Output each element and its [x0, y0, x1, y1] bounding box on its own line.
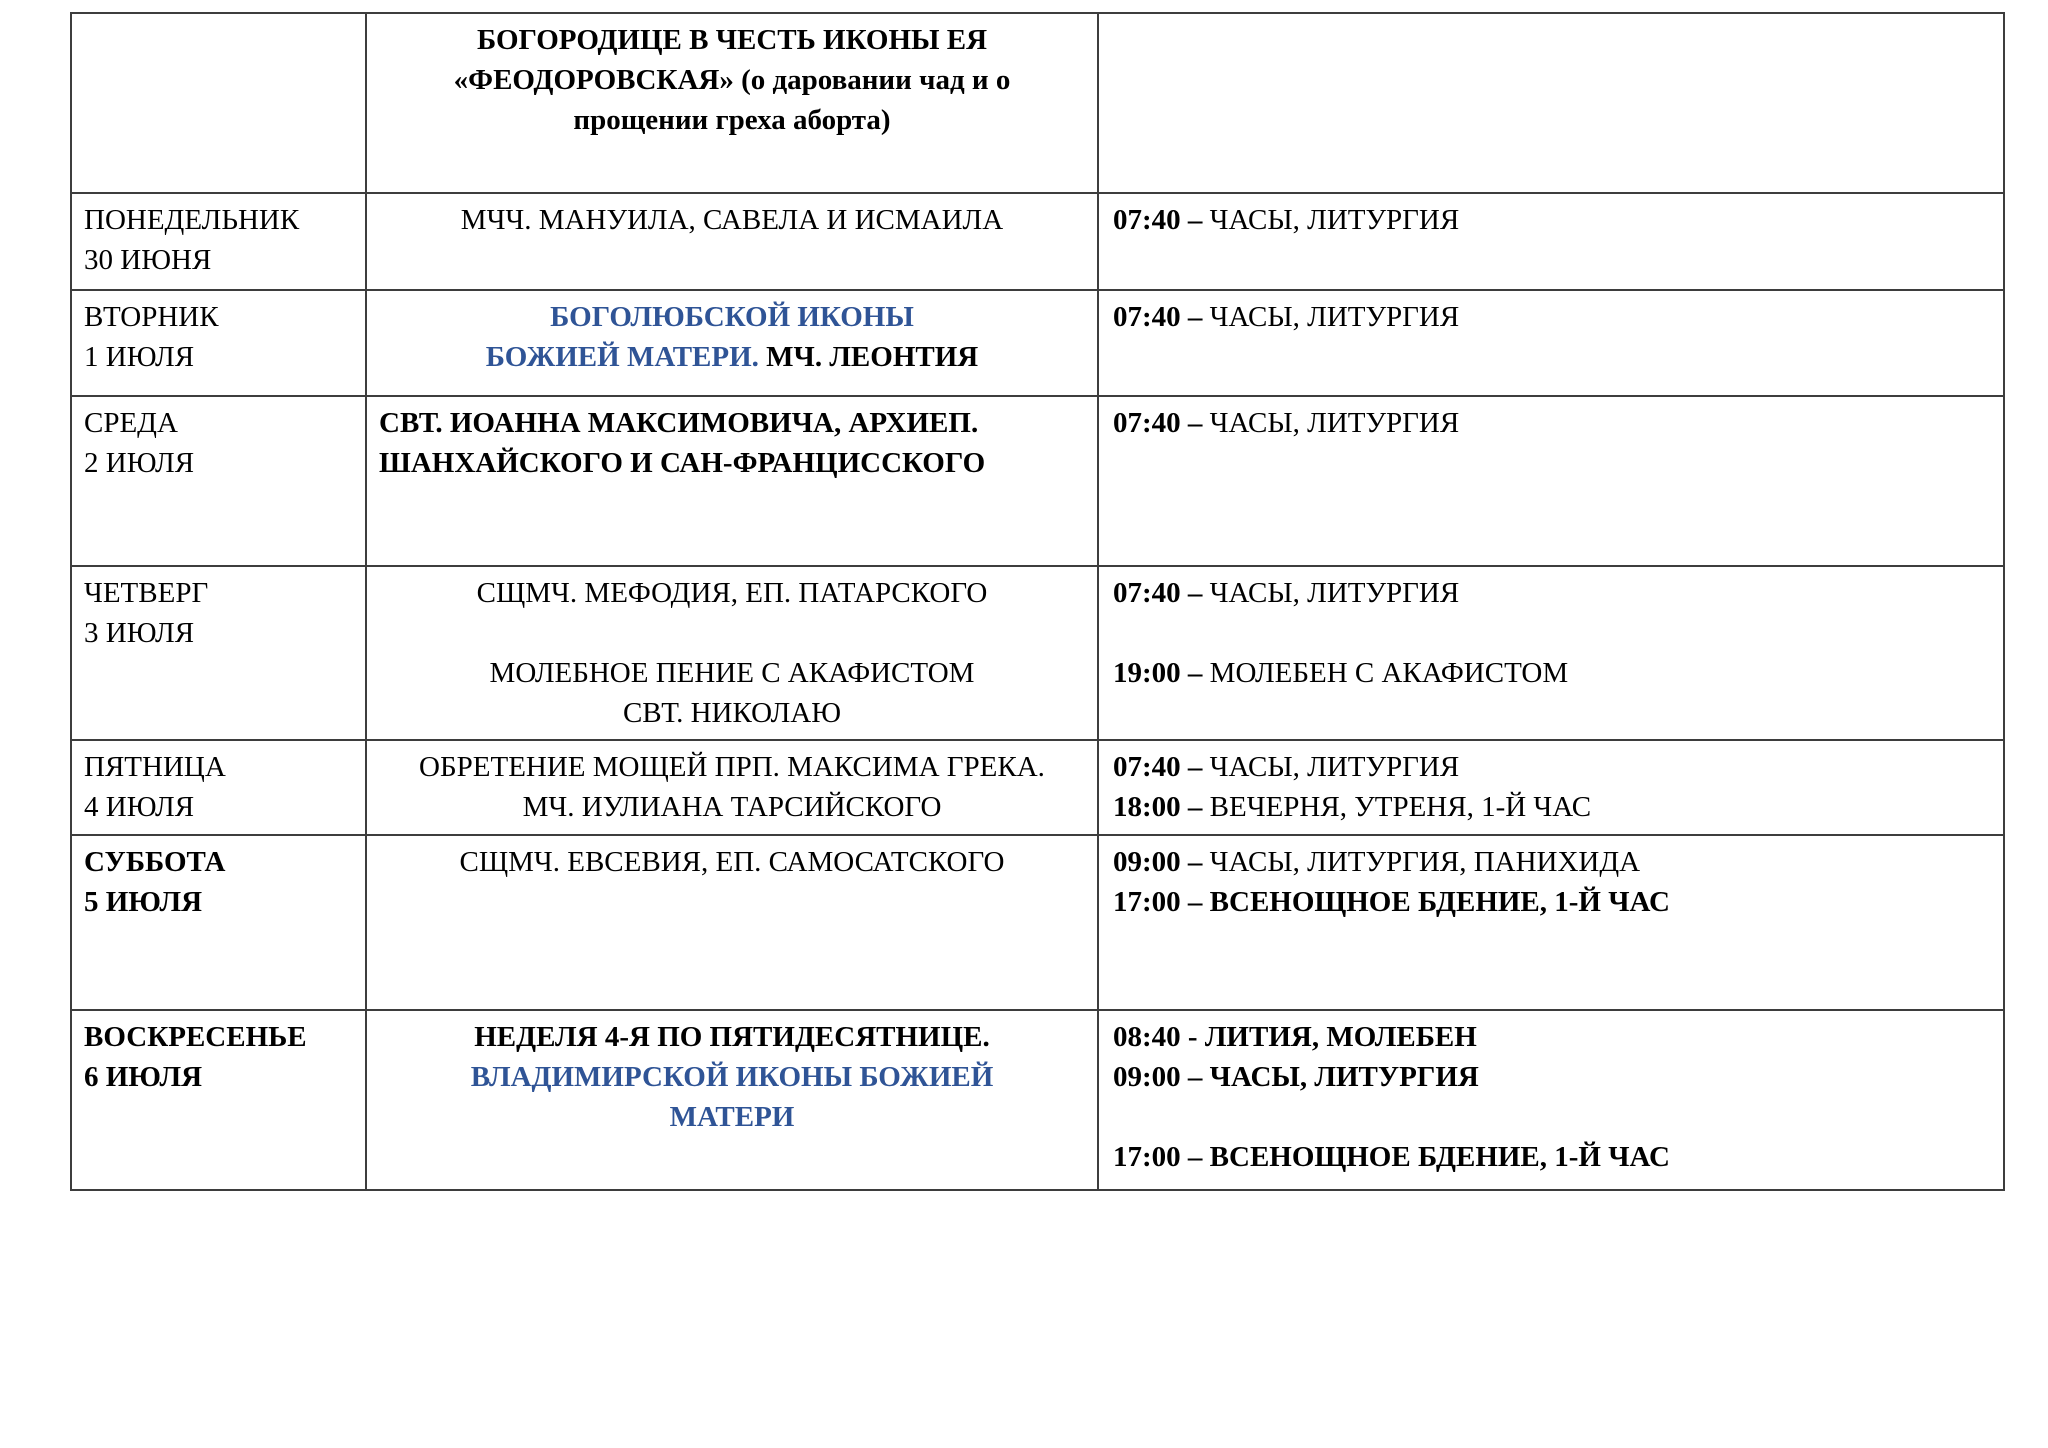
text-line	[379, 100, 1085, 140]
table-row-thursday	[71, 566, 2004, 740]
text-segment: ЧАСЫ, ЛИТУРГИЯ	[1202, 301, 1460, 333]
text-line	[379, 20, 1085, 60]
text-segment: 17:00 – ВСЕНОЩНОЕ БДЕНИЕ, 1-Й ЧАС	[1113, 886, 1670, 918]
text-line	[379, 842, 1085, 882]
text-line	[84, 240, 357, 280]
text-line	[1113, 403, 1993, 443]
text-line	[1113, 613, 1993, 653]
text-line	[1113, 1017, 1993, 1057]
text-segment: 2 ИЮЛЯ	[84, 447, 195, 479]
text-line	[379, 1097, 1085, 1137]
feast-cell	[366, 740, 1098, 835]
text-segment: БОГОЛЮБСКОЙ ИКОНЫ	[550, 301, 914, 333]
text-segment: ВЕЧЕРНЯ, УТРЕНЯ, 1-Й ЧАС	[1202, 791, 1592, 823]
text-segment: СУББОТА	[84, 846, 226, 878]
table-row-saturday	[71, 835, 2004, 1010]
text-line	[379, 297, 1085, 337]
text-segment: 19:00 –	[1113, 657, 1203, 689]
text-line	[379, 443, 1085, 483]
text-segment: 5 ИЮЛЯ	[84, 886, 203, 918]
day-cell	[71, 1010, 366, 1190]
text-line	[84, 747, 357, 787]
text-line	[379, 60, 1085, 100]
text-segment: СЩМЧ. МЕФОДИЯ, ЕП. ПАТАРСКОГО	[476, 577, 988, 609]
text-segment: ВОСКРЕСЕНЬЕ	[84, 1021, 307, 1053]
feast-cell	[366, 566, 1098, 740]
text-line	[84, 787, 357, 827]
text-segment: ПЯТНИЦА	[84, 751, 226, 783]
text-line	[1113, 842, 1993, 882]
text-segment: 1 ИЮЛЯ	[84, 341, 195, 373]
text-line	[379, 1017, 1085, 1057]
text-line	[1113, 200, 1993, 240]
feast-cell	[366, 290, 1098, 396]
text-segment: 6 ИЮЛЯ	[84, 1061, 203, 1093]
text-segment: 07:40 –	[1113, 407, 1203, 439]
day-cell	[71, 740, 366, 835]
day-cell	[71, 566, 366, 740]
services-cell	[1098, 566, 2004, 740]
table-row-tuesday	[71, 290, 2004, 396]
text-line	[379, 1057, 1085, 1097]
text-segment: 3 ИЮЛЯ	[84, 617, 195, 649]
text-segment: 07:40 –	[1113, 577, 1203, 609]
text-line	[1113, 653, 1993, 693]
text-segment: СВТ. НИКОЛАЮ	[622, 697, 842, 729]
text-line	[1113, 1097, 1993, 1137]
feast-cell	[366, 193, 1098, 290]
text-segment: 09:00 –	[1113, 846, 1203, 878]
text-line	[84, 443, 357, 483]
text-line	[379, 337, 1085, 377]
schedule-body	[71, 13, 2004, 1190]
text-line	[1113, 297, 1993, 337]
text-segment: 30 ИЮНЯ	[84, 244, 212, 276]
text-segment: 09:00 – ЧАСЫ, ЛИТУРГИЯ	[1113, 1061, 1479, 1093]
text-segment: ЧЕТВЕРГ	[84, 577, 209, 609]
text-line	[1113, 1137, 1993, 1177]
text-segment: ЧАСЫ, ЛИТУРГИЯ	[1202, 407, 1460, 439]
text-segment: СЩМЧ. ЕВСЕВИЯ, ЕП. САМОСАТСКОГО	[459, 846, 1005, 878]
text-line	[1113, 787, 1993, 827]
feast-cell	[366, 396, 1098, 566]
text-line	[84, 573, 357, 613]
text-line	[379, 653, 1085, 693]
text-line	[84, 297, 357, 337]
text-line	[1113, 573, 1993, 613]
text-segment: ЧАСЫ, ЛИТУРГИЯ	[1202, 204, 1460, 236]
text-segment: 07:40 –	[1113, 204, 1203, 236]
text-line	[84, 1017, 357, 1057]
text-segment: ВЛАДИМИРСКОЙ ИКОНЫ БОЖИЕЙ	[470, 1061, 994, 1093]
text-line	[84, 882, 357, 922]
text-segment: ЧАСЫ, ЛИТУРГИЯ	[1202, 751, 1460, 783]
table-row-monday	[71, 193, 2004, 290]
text-segment: МЧЧ. МАНУИЛА, САВЕЛА И ИСМАИЛА	[460, 204, 1004, 236]
table-row-wednesday	[71, 396, 2004, 566]
feast-cell	[366, 13, 1098, 193]
feast-cell	[366, 1010, 1098, 1190]
services-cell	[1098, 193, 2004, 290]
text-line	[379, 787, 1085, 827]
text-segment: 18:00 –	[1113, 791, 1203, 823]
text-line	[1113, 747, 1993, 787]
text-line	[1113, 882, 1993, 922]
services-cell	[1098, 290, 2004, 396]
text-segment: МОЛЕБНОЕ ПЕНИЕ С АКАФИСТОМ	[489, 657, 975, 689]
text-segment: МАТЕРИ	[669, 1101, 795, 1133]
text-segment: НЕДЕЛЯ 4-Я ПО ПЯТИДЕСЯТНИЦЕ.	[474, 1021, 990, 1053]
text-line	[379, 200, 1085, 240]
text-line	[84, 403, 357, 443]
text-segment: «ФЕОДОРОВСКАЯ» (о даровании чад и о	[453, 64, 1011, 96]
text-line	[379, 747, 1085, 787]
text-segment: 07:40 –	[1113, 301, 1203, 333]
text-segment: СВТ. ИОАННА МАКСИМОВИЧА, АРХИЕП.	[379, 407, 979, 439]
text-segment: МЧ. ЛЕОНТИЯ	[758, 341, 979, 373]
text-segment: МЧ. ИУЛИАНА ТАРСИЙСКОГО	[522, 791, 942, 823]
text-segment: ЧАСЫ, ЛИТУРГИЯ	[1202, 577, 1460, 609]
services-cell	[1098, 13, 2004, 193]
day-cell	[71, 13, 366, 193]
text-segment: ЧАСЫ, ЛИТУРГИЯ, ПАНИХИДА	[1202, 846, 1641, 878]
services-cell	[1098, 1010, 2004, 1190]
text-line	[1113, 1057, 1993, 1097]
table-row-sunday	[71, 1010, 2004, 1190]
day-cell	[71, 193, 366, 290]
feast-cell	[366, 835, 1098, 1010]
text-segment: МОЛЕБЕН С АКАФИСТОМ	[1202, 657, 1569, 689]
text-line	[84, 1057, 357, 1097]
text-segment: ПОНЕДЕЛЬНИК	[84, 204, 300, 236]
service-schedule-table	[70, 12, 2005, 1191]
text-line	[84, 200, 357, 240]
text-line	[379, 613, 1085, 653]
text-segment: прощении греха аборта)	[573, 104, 891, 136]
text-line	[379, 693, 1085, 733]
text-segment: 07:40 –	[1113, 751, 1203, 783]
services-cell	[1098, 396, 2004, 566]
table-row-header	[71, 13, 2004, 193]
services-cell	[1098, 835, 2004, 1010]
text-line	[84, 842, 357, 882]
day-cell	[71, 396, 366, 566]
text-line	[84, 613, 357, 653]
text-segment: 17:00 – ВСЕНОЩНОЕ БДЕНИЕ, 1-Й ЧАС	[1113, 1141, 1670, 1173]
table-row-friday	[71, 740, 2004, 835]
text-segment: БОГОРОДИЦЕ В ЧЕСТЬ ИКОНЫ ЕЯ	[476, 24, 988, 56]
day-cell	[71, 835, 366, 1010]
text-line	[379, 403, 1085, 443]
text-line	[84, 337, 357, 377]
text-segment: СРЕДА	[84, 407, 178, 439]
text-segment: БОЖИЕЙ МАТЕРИ.	[485, 341, 759, 373]
text-segment: ВТОРНИК	[84, 301, 219, 333]
text-segment: ШАНХАЙСКОГО И САН-ФРАНЦИССКОГО	[379, 447, 986, 479]
text-segment: ОБРЕТЕНИЕ МОЩЕЙ ПРП. МАКСИМА ГРЕКА.	[419, 751, 1045, 783]
services-cell	[1098, 740, 2004, 835]
day-cell	[71, 290, 366, 396]
text-segment: 08:40 - ЛИТИЯ, МОЛЕБЕН	[1113, 1021, 1477, 1053]
text-segment: 4 ИЮЛЯ	[84, 791, 195, 823]
text-line	[379, 573, 1085, 613]
